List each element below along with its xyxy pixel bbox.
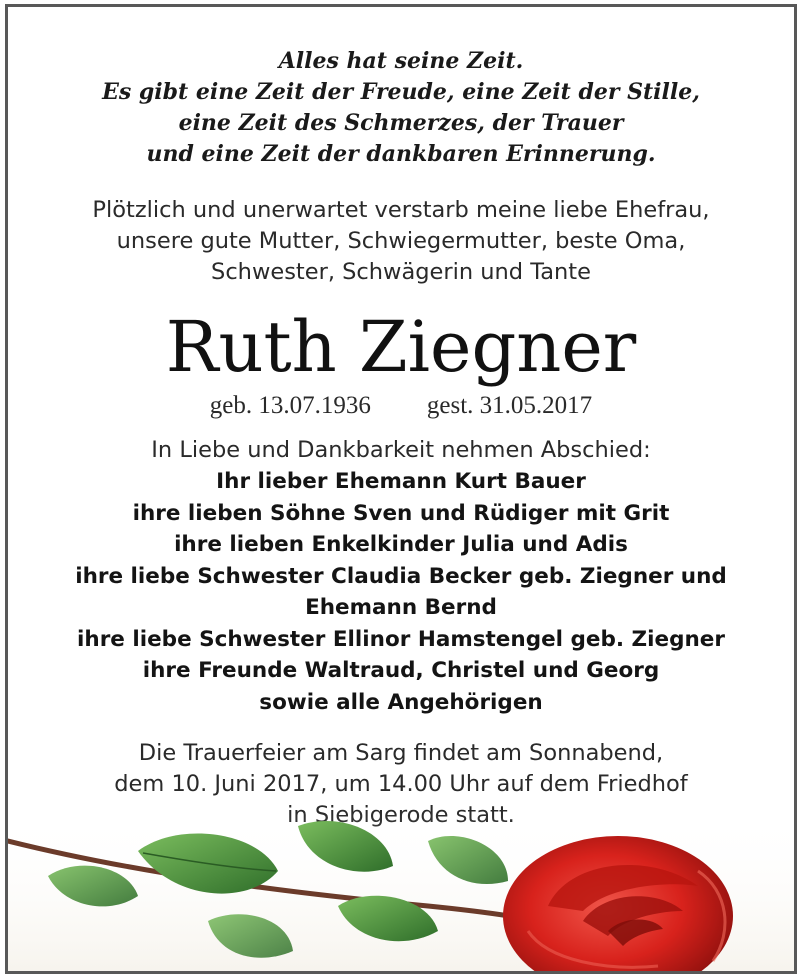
funeral-line: dem 10. Juni 2017, um 14.00 Uhr auf dem Friedhof <box>114 771 688 797</box>
deceased-name: Ruth Ziegner <box>165 306 637 388</box>
mourner-line: sowie alle Angehörigen <box>259 689 543 715</box>
mourner-line: ihre Freunde Waltraud, Christel und Georg <box>142 658 660 683</box>
funeral-line: Die Trauerfeier am Sarg findet am Sonnabend, <box>138 740 664 766</box>
mourners-intro: In Liebe und Dankbarkeit nehmen Abschied: <box>151 437 651 463</box>
life-dates <box>8 391 794 421</box>
mourner-line: ihre lieben Söhne Sven und Rüdiger mit Grit <box>132 500 670 526</box>
announcement-line: Plötzlich und unerwartet verstarb meine liebe Ehefrau, <box>92 197 710 223</box>
motto-verse <box>8 46 794 170</box>
announcement-line: unsere gute Mutter, Schwiegermutter, beste Oma, <box>116 228 686 254</box>
birth-date: geb. 13.07.1936 <box>209 392 371 419</box>
mourner-line: Ihr lieber Ehemann Kurt Bauer <box>216 469 586 494</box>
rose-with-leaves-icon <box>8 811 794 971</box>
motto-line: Es gibt eine Zeit der Freude, eine Zeit der Stille, <box>102 79 700 105</box>
mourners-list <box>8 466 794 718</box>
obituary-notice <box>5 4 797 974</box>
death-announcement <box>8 195 794 288</box>
mourner-line: ihre lieben Enkelkinder Julia und Adis <box>174 532 628 557</box>
motto-line: und eine Zeit der dankbaren Erinnerung. <box>146 141 656 167</box>
motto-line: eine Zeit des Schmerzes, der Trauer <box>178 110 624 136</box>
mourner-line: ihre liebe Schwester Claudia Becker geb. Ziegner und <box>75 563 727 589</box>
mourner-line: Ehemann Bernd <box>305 595 497 620</box>
announcement-line: Schwester, Schwägerin und Tante <box>211 259 591 285</box>
death-date: gest. 31.05.2017 <box>426 392 593 419</box>
mourner-line: ihre liebe Schwester Ellinor Hamstengel geb. Ziegner <box>77 626 725 652</box>
motto-line: Alles hat seine Zeit. <box>278 48 524 74</box>
